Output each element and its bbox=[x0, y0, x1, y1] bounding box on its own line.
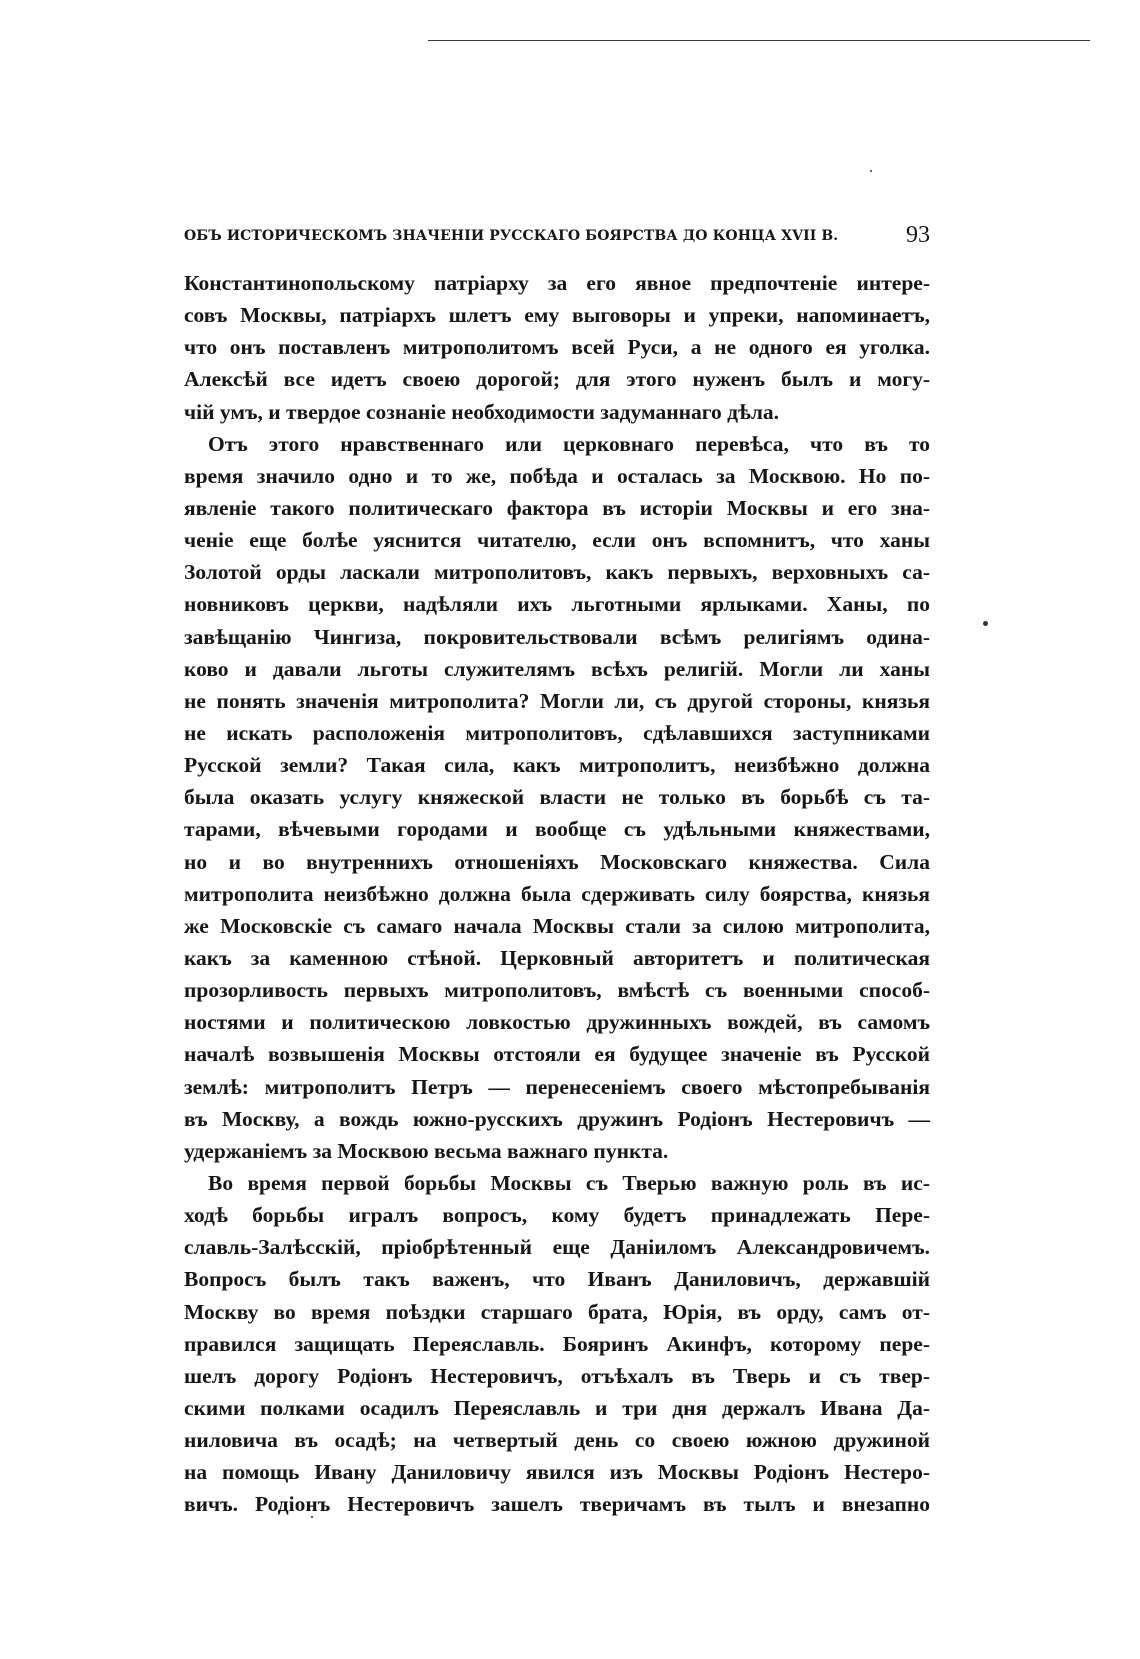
text-line: Москву во время поѣздки старшаго брата, Юрія, въ орду, самъ от- bbox=[184, 1299, 930, 1324]
text-line: тарами, вѣчевыми городами и вообще съ удѣльными княжествами, bbox=[184, 817, 930, 842]
text-line: шелъ дорогу Родіонъ Нестеровичъ, отъѣхалъ въ Тверь и съ твер- bbox=[184, 1363, 930, 1388]
text-line: ково и давали льготы служителямъ всѣхъ религій. Могли ли ханы bbox=[184, 656, 930, 681]
text-line: ходѣ борьбы игралъ вопросъ, кому будетъ принадлежать Пере- bbox=[184, 1203, 930, 1228]
text-line: совъ Москвы, патріархъ шлетъ ему выговоры и упреки, напоминаетъ, bbox=[184, 303, 930, 328]
text-line: вичъ. Родіонъ Нестеровичъ зашелъ тверичамъ въ тылъ и внезапно bbox=[184, 1492, 930, 1517]
running-header bbox=[184, 224, 930, 254]
text-line: какъ за каменною стѣной. Церковный авторитетъ и политическая bbox=[184, 945, 930, 970]
text-line: Золотой орды ласкали митрополитовъ, какъ первыхъ, верховныхъ са- bbox=[184, 560, 930, 585]
text-line: славль-Залѣсскій, пріобрѣтенный еще Даніиломъ Александровичемъ. bbox=[184, 1235, 930, 1260]
text-line: прозорливость первыхъ митрополитовъ, вмѣстѣ съ военными способ- bbox=[184, 978, 930, 1003]
text-line: была оказать услугу княжеской власти не только въ борьбѣ съ та- bbox=[184, 785, 930, 810]
text-line: Вопросъ былъ такъ важенъ, что Иванъ Даниловичъ, державшій bbox=[184, 1267, 930, 1292]
text-line: въ Москву, а вождь южно-русскихъ дружинъ Родіонъ Нестеровичъ — bbox=[184, 1106, 930, 1131]
text-line: правился защищать Переяславль. Бояринъ Акинфъ, которому пере- bbox=[184, 1331, 930, 1356]
header-title: ОБЪ ИСТОРИЧЕСКОМЪ ЗНАЧЕНІИ РУССКАГО БОЯРСТВА ДО КОНЦА XVII В. bbox=[184, 228, 839, 244]
text-line: ниловича въ осадѣ; на четвертый день со своею южною дружиной bbox=[184, 1428, 930, 1453]
text-line: Русской земли? Такая сила, какъ митрополитъ, неизбѣжно должна bbox=[184, 753, 930, 778]
text-line: что онъ поставленъ митрополитомъ всей Руси, а не одного ея уголка. bbox=[184, 335, 930, 360]
body-text bbox=[184, 267, 930, 1520]
text-line: началѣ возвышенія Москвы отстояли ея будущее значеніе въ Русской bbox=[184, 1042, 930, 1067]
speck-mark bbox=[870, 170, 872, 172]
page-number: 93 bbox=[906, 222, 930, 248]
text-line: время значило одно и то же, побѣда и осталась за Москвою. Но по- bbox=[184, 463, 930, 488]
text-line: но и во внутреннихъ отношеніяхъ Московскаго княжества. Сила bbox=[184, 849, 930, 874]
text-line: явленіе такого политическаго фактора въ исторіи Москвы и его зна- bbox=[184, 495, 930, 520]
text-line: чій умъ, и твердое сознаніе необходимости задуманнаго дѣла. bbox=[184, 399, 780, 424]
text-line: митрополита неизбѣжно должна была сдерживать силу боярства, князья bbox=[184, 881, 930, 906]
top-rule bbox=[428, 40, 1090, 41]
text-line: ченіе еще болѣе уяснится читателю, если онъ вспомнитъ, что ханы bbox=[184, 528, 930, 553]
text-line: ностями и политическою ловкостью дружинныхъ вождей, въ самомъ bbox=[184, 1010, 930, 1035]
text-line: не искать расположенія митрополитовъ, сдѣлавшихся заступниками bbox=[184, 720, 930, 745]
text-line: удержаніемъ за Москвою весьма важнаго пункта. bbox=[184, 1138, 669, 1163]
speck-mark bbox=[983, 621, 988, 626]
text-line: не понять значенія митрополита? Могли ли, съ другой стороны, князья bbox=[184, 688, 930, 713]
text-line: Константинопольскому патріарху за его явное предпочтеніе интере- bbox=[184, 271, 930, 295]
text-line: же Московскіе съ самаго начала Москвы стали за силою митрополита, bbox=[184, 913, 930, 938]
text-line: завѣщанію Чингиза, покровительствовали всѣмъ религіямъ одина- bbox=[184, 624, 930, 649]
text-line: Отъ этого нравственнаго или церковнаго перевѣса, что въ то bbox=[208, 431, 930, 456]
text-line: новниковъ церкви, надѣляли ихъ льготными ярлыками. Ханы, по bbox=[184, 592, 930, 617]
text-line: землѣ: митрополитъ Петръ — перенесеніемъ своего мѣстопребыванія bbox=[184, 1074, 930, 1099]
text-line: на помощь Ивану Даниловичу явился изъ Москвы Родіонъ Нестеро- bbox=[184, 1460, 930, 1485]
text-line: Во время первой борьбы Москвы съ Тверью важную роль въ ис- bbox=[208, 1170, 930, 1195]
text-line: Алексѣй все идетъ своею дорогой; для этого нуженъ былъ и могу- bbox=[184, 367, 930, 392]
text-line: скими полками осадилъ Переяславль и три дня держалъ Ивана Да- bbox=[184, 1395, 930, 1420]
